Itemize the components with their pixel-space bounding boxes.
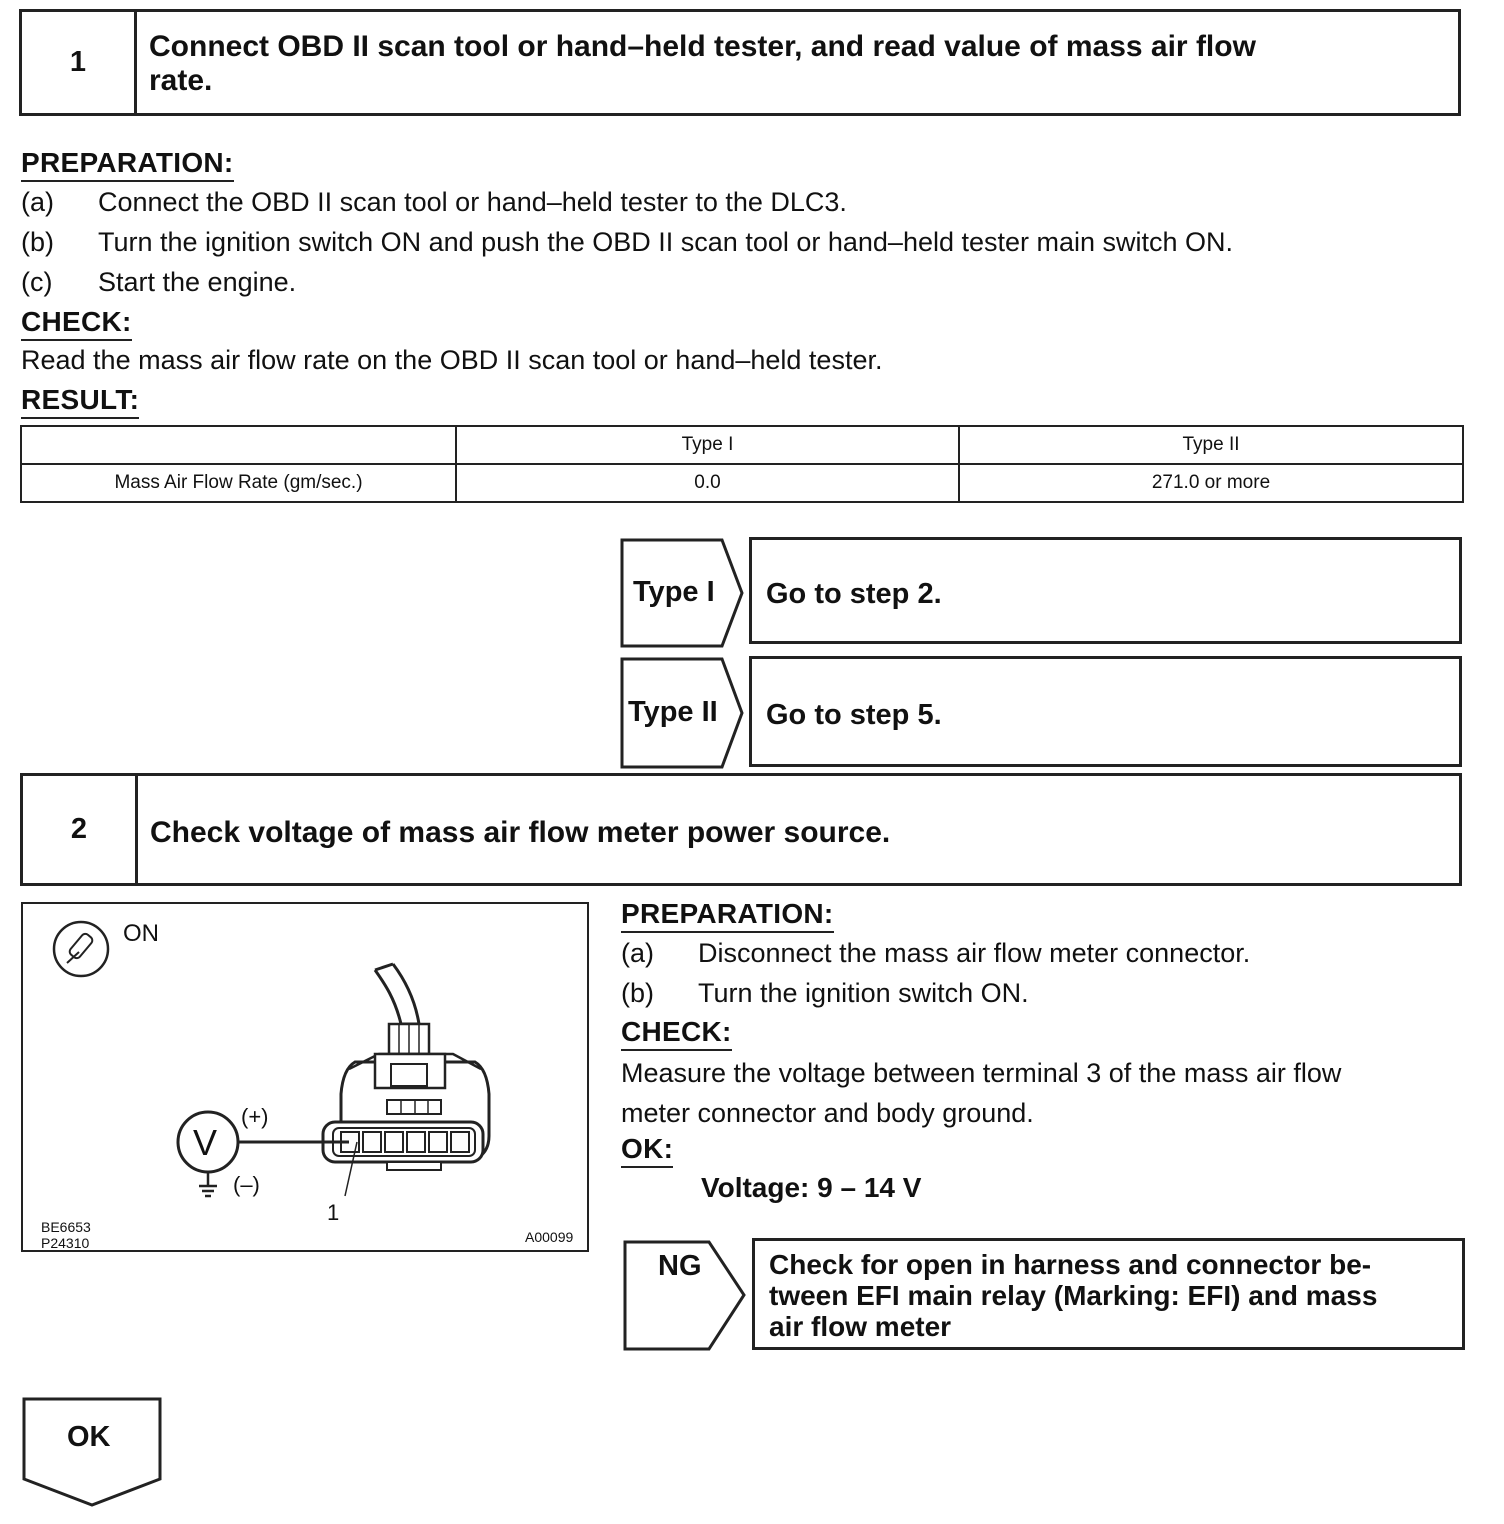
terminal-label: 1 xyxy=(327,1200,340,1225)
table-row xyxy=(21,464,1463,502)
table-cell: 0.0 xyxy=(456,464,959,502)
step-title-line: rate. xyxy=(149,64,213,97)
figure-code: BE6653 xyxy=(41,1219,91,1235)
branch-action: Go to step 5. xyxy=(766,699,942,731)
result-table xyxy=(20,425,1464,503)
table-header-row xyxy=(21,426,1463,464)
preparation-heading: PREPARATION: xyxy=(621,898,834,933)
ok-label: OK xyxy=(67,1421,111,1453)
step-1-header xyxy=(19,9,1461,116)
negative-label: (–) xyxy=(233,1172,260,1197)
ng-action-line: air flow meter xyxy=(769,1311,952,1342)
item-text: Turn the ignition switch ON and push the OBD II scan tool or hand–held tester main switch ON. xyxy=(98,227,1234,257)
check-text: Read the mass air flow rate on the OBD II scan tool or hand–held tester. xyxy=(21,345,883,375)
preparation-item xyxy=(21,186,847,218)
check-text xyxy=(621,1053,1463,1133)
branch-label: Type II xyxy=(628,696,718,728)
branch-destination-type-1 xyxy=(749,537,1462,644)
branch-arrow-type-1 xyxy=(620,538,745,648)
branch-label: Type I xyxy=(633,576,715,608)
item-label: (a) xyxy=(621,938,654,968)
check-heading: CHECK: xyxy=(621,1016,732,1051)
ok-value: Voltage: 9 – 14 V xyxy=(701,1172,922,1203)
branch-label: NG xyxy=(658,1250,702,1282)
item-text: Turn the ignition switch ON. xyxy=(698,978,1029,1008)
ng-action-line: Check for open in harness and connector be- xyxy=(769,1249,1372,1280)
step-2-header xyxy=(20,773,1462,886)
step-title-line: Connect OBD II scan tool or hand–held tester, and read value of mass air flow xyxy=(149,30,1256,63)
connector-icon xyxy=(323,964,489,1170)
step-number: 1 xyxy=(22,12,137,113)
wiring-figure xyxy=(21,902,589,1252)
preparation-item xyxy=(621,977,1029,1009)
ignition-switch-icon xyxy=(54,922,108,976)
item-label: (b) xyxy=(621,978,654,1008)
check-text-line: Measure the voltage between terminal 3 of the mass air flow xyxy=(621,1058,1342,1088)
ng-action-text xyxy=(769,1249,1452,1342)
branch-arrow-type-2 xyxy=(620,657,745,769)
figure-code: P24310 xyxy=(41,1235,90,1251)
preparation-heading: PREPARATION: xyxy=(21,147,234,182)
branch-destination-type-2 xyxy=(749,656,1462,767)
table-cell: Mass Air Flow Rate (gm/sec.) xyxy=(21,464,456,502)
check-text-line: meter connector and body ground. xyxy=(621,1098,1034,1128)
figure-code: A00099 xyxy=(525,1229,574,1245)
result-heading: RESULT: xyxy=(21,384,139,419)
branch-arrow-ng xyxy=(623,1240,748,1351)
voltmeter-symbol: V xyxy=(193,1122,218,1163)
item-label: (c) xyxy=(21,267,53,297)
connector-diagram xyxy=(23,904,587,1250)
item-text: Disconnect the mass air flow meter connector. xyxy=(698,938,1251,968)
step-title: Check voltage of mass air flow meter power source. xyxy=(150,816,891,849)
branch-destination-ng xyxy=(752,1238,1465,1350)
item-label: (b) xyxy=(21,227,54,257)
ng-action-line: tween EFI main relay (Marking: EFI) and mass xyxy=(769,1280,1378,1311)
item-label: (a) xyxy=(21,187,54,217)
step-title xyxy=(149,30,1256,98)
preparation-item xyxy=(21,226,1233,258)
positive-label: (+) xyxy=(241,1104,269,1129)
table-cell: 271.0 or more xyxy=(959,464,1463,502)
branch-action: Go to step 2. xyxy=(766,578,942,610)
step-number: 2 xyxy=(23,776,138,883)
check-heading: CHECK: xyxy=(21,306,132,341)
ok-arrow xyxy=(22,1397,164,1509)
preparation-item xyxy=(21,266,296,298)
table-header-cell xyxy=(21,426,456,464)
table-header-cell: Type II xyxy=(959,426,1463,464)
ground-icon xyxy=(199,1172,217,1196)
switch-state-label: ON xyxy=(123,920,159,947)
item-text: Connect the OBD II scan tool or hand–held tester to the DLC3. xyxy=(98,187,847,217)
item-text: Start the engine. xyxy=(98,267,297,297)
ok-heading: OK: xyxy=(621,1133,673,1168)
preparation-item xyxy=(621,937,1250,969)
table-header-cell: Type I xyxy=(456,426,959,464)
